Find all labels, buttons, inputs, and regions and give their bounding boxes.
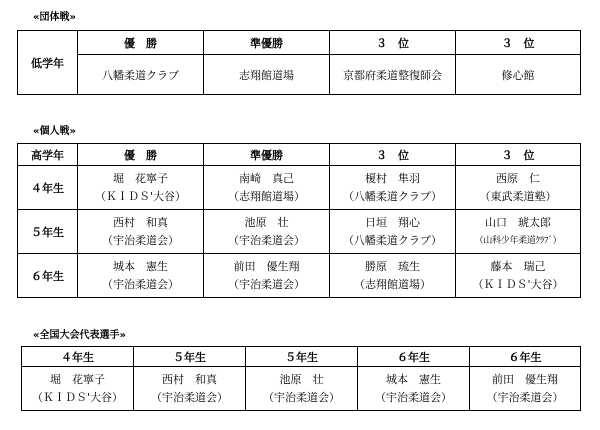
athlete-club: （宇治柔道会） bbox=[263, 390, 340, 404]
result-cell bbox=[456, 210, 581, 254]
team-table bbox=[17, 30, 581, 95]
representative-cell bbox=[246, 367, 358, 411]
team-result-1: 八幡柔道クラブ bbox=[78, 55, 204, 95]
result-cell bbox=[456, 166, 581, 210]
athlete-club: （東武柔道塾） bbox=[479, 189, 557, 203]
grade-row-6 bbox=[18, 254, 581, 298]
team-header-3: ３ 位 bbox=[330, 31, 456, 55]
athlete-club: （ＫＩＤＳ'大谷） bbox=[94, 189, 187, 203]
result-cell bbox=[330, 210, 456, 254]
national-header-2: ５年生 bbox=[134, 347, 246, 367]
team-header-1: 優 勝 bbox=[78, 31, 204, 55]
individual-header-2: 準優勝 bbox=[204, 144, 330, 166]
individual-header-3: ３ 位 bbox=[330, 144, 456, 166]
athlete-name: 前田 優生翔 bbox=[233, 259, 300, 273]
athlete-name: 藤本 瑞己 bbox=[490, 259, 546, 273]
grade-label: ６年生 bbox=[18, 254, 78, 298]
athlete-name: 山口 琥太郎 bbox=[485, 215, 551, 229]
result-cell bbox=[456, 254, 581, 298]
athlete-club: （宇治柔道会） bbox=[228, 233, 305, 247]
grade-label: ５年生 bbox=[18, 210, 78, 254]
athlete-club: （宇治柔道会） bbox=[375, 390, 452, 404]
grade-row-5 bbox=[18, 210, 581, 254]
result-cell bbox=[204, 210, 330, 254]
representative-cell bbox=[22, 367, 134, 411]
athlete-name: 西原 仁 bbox=[496, 171, 540, 185]
athlete-name: 西村 和真 bbox=[113, 215, 168, 229]
athlete-club: （八幡柔道クラブ） bbox=[342, 189, 443, 203]
grade-label: ４年生 bbox=[18, 166, 78, 210]
athlete-name: 城本 憲生 bbox=[113, 259, 168, 273]
athlete-club: （ＫＩＤＳ'大谷） bbox=[472, 277, 564, 291]
representative-cell bbox=[134, 367, 246, 411]
team-result-2: 志翔館道場 bbox=[204, 55, 330, 95]
athlete-name: 勝原 琉生 bbox=[365, 259, 420, 273]
result-cell bbox=[330, 254, 456, 298]
athlete-club: （宇治柔道会） bbox=[102, 233, 179, 247]
athlete-name: 堀 花寧子 bbox=[50, 372, 105, 386]
individual-corner: 高学年 bbox=[18, 144, 78, 166]
grade-row-4 bbox=[18, 166, 581, 210]
athlete-name: 南崎 真己 bbox=[239, 171, 294, 185]
athlete-club: （宇治柔道会） bbox=[151, 390, 228, 404]
individual-table bbox=[17, 143, 581, 298]
individual-header-4: ３ 位 bbox=[456, 144, 581, 166]
individual-heading: «個人戦» bbox=[33, 126, 76, 137]
athlete-name: 池原 壮 bbox=[279, 372, 324, 386]
athlete-name: 日垣 翔心 bbox=[365, 215, 420, 229]
result-cell bbox=[204, 254, 330, 298]
athlete-club: （山科少年柔道ｸﾗﾌﾞ） bbox=[474, 235, 562, 246]
athlete-club: （宇治柔道会） bbox=[102, 277, 179, 291]
result-cell bbox=[78, 166, 204, 210]
result-cell bbox=[204, 166, 330, 210]
national-header-5: ６年生 bbox=[470, 347, 581, 367]
athlete-club: （ＫＩＤＳ'大谷） bbox=[31, 390, 124, 404]
result-cell bbox=[330, 166, 456, 210]
athlete-club: （宇治柔道会） bbox=[486, 390, 564, 404]
team-result-3: 京都府柔道整復師会 bbox=[330, 55, 456, 95]
athlete-club: （宇治柔道会） bbox=[228, 277, 305, 291]
team-result-4: 修心館 bbox=[456, 55, 581, 95]
athlete-club: （志翔館道場） bbox=[228, 189, 305, 203]
athlete-club: （八幡柔道クラブ） bbox=[342, 233, 443, 247]
athlete-name: 榎村 隼羽 bbox=[365, 171, 420, 185]
result-cell bbox=[78, 210, 204, 254]
athlete-name: 堀 花寧子 bbox=[113, 171, 168, 185]
result-cell bbox=[78, 254, 204, 298]
national-header-1: ４年生 bbox=[22, 347, 134, 367]
team-row-label: 低学年 bbox=[18, 31, 78, 95]
national-header-3: ５年生 bbox=[246, 347, 358, 367]
team-header-4: ３ 位 bbox=[456, 31, 581, 55]
athlete-name: 城本 憲生 bbox=[386, 372, 441, 386]
athlete-name: 池原 壮 bbox=[244, 215, 289, 229]
national-heading: «全国大会代表選手» bbox=[33, 330, 126, 341]
national-header-4: ６年生 bbox=[358, 347, 470, 367]
athlete-club: （志翔館道場） bbox=[354, 277, 431, 291]
team-header-2: 準優勝 bbox=[204, 31, 330, 55]
athlete-name: 前田 優生翔 bbox=[492, 372, 558, 386]
athlete-name: 西村 和真 bbox=[162, 372, 217, 386]
team-heading: «団体戦» bbox=[33, 12, 76, 23]
individual-header-1: 優 勝 bbox=[78, 144, 204, 166]
representative-cell bbox=[358, 367, 470, 411]
representative-cell bbox=[470, 367, 581, 411]
national-table bbox=[21, 346, 581, 411]
